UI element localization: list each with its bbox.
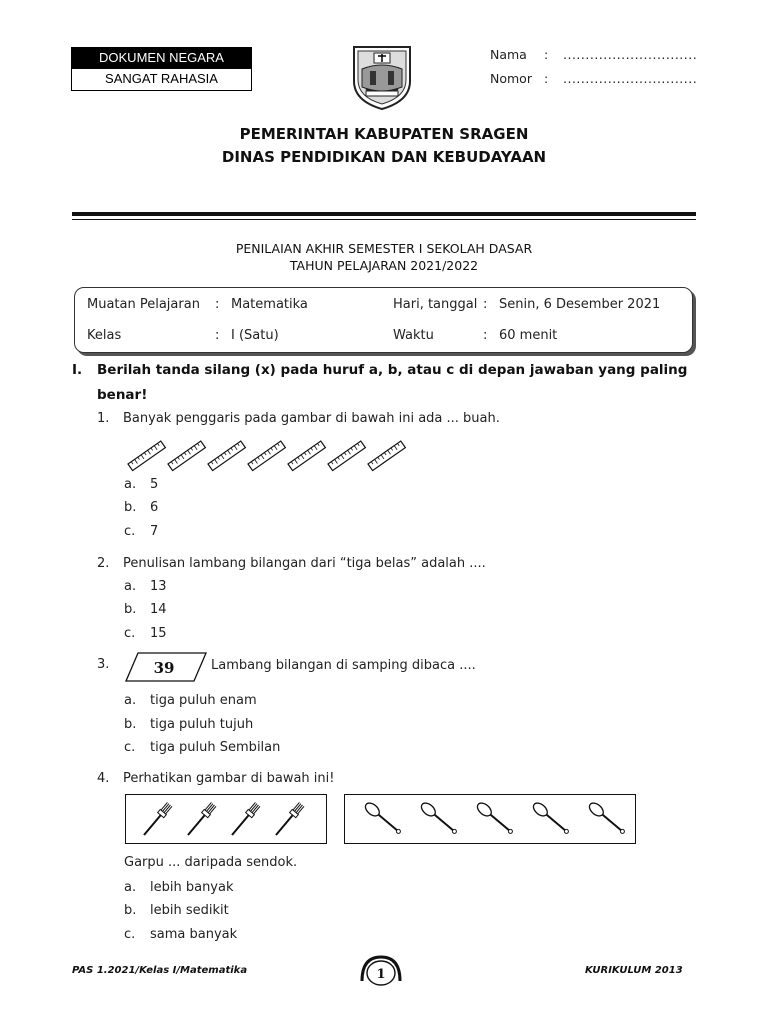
time-label: Waktu (393, 328, 434, 343)
spoon-picture-box (344, 794, 636, 844)
header-divider-thick (72, 212, 696, 216)
section-instruction-line1: Berilah tanda silang (x) pada huruf a, b, atau c di depan jawaban yang paling (97, 362, 688, 378)
number-line (490, 71, 710, 89)
fork-picture (126, 795, 326, 843)
subject-value: Matematika (231, 297, 308, 312)
footer-course-code: PAS 1.2021/Kelas I/Matematika (72, 965, 248, 976)
subject-colon: : (215, 297, 220, 312)
subject-label: Muatan Pelajaran (87, 297, 200, 312)
exam-title: PENILAIAN AKHIR SEMESTER I SEKOLAH DASAR (235, 241, 533, 256)
fork-icon (185, 802, 217, 838)
option-letter: a. (124, 693, 137, 708)
option-text: sama banyak (150, 927, 238, 942)
option-text: 5 (150, 477, 159, 492)
regency-emblem-icon (348, 43, 416, 111)
question-4-text: Perhatikan gambar di bawah ini! (123, 771, 335, 786)
number-card-value: 39 (153, 659, 175, 677)
option-text: lebih banyak (150, 880, 234, 895)
exam-year: TAHUN PELAJARAN 2021/2022 (289, 258, 479, 273)
page-number-badge (356, 951, 406, 991)
day-colon: : (483, 297, 488, 312)
ruler-icon (368, 441, 405, 470)
ruler-icon (208, 441, 245, 470)
stamp-dokumen-negara: DOKUMEN NEGARA (71, 47, 252, 69)
option-letter: b. (124, 602, 137, 617)
section-number: I. (72, 362, 83, 378)
question-2-text: Penulisan lambang bilangan dari “tiga belas” adalah .... (123, 556, 486, 571)
ruler-picture (124, 432, 414, 472)
option-letter: a. (124, 477, 137, 492)
option-letter: c. (124, 626, 136, 641)
class-value: I (Satu) (231, 328, 279, 343)
option-text: 13 (150, 579, 167, 594)
fork-icon (229, 802, 261, 838)
option-letter: b. (124, 903, 137, 918)
option-text: 15 (150, 626, 167, 641)
option-text: 14 (150, 602, 167, 617)
spoon-icon (587, 801, 627, 837)
day-value: Senin, 6 Desember 2021 (499, 297, 661, 312)
spoon-icon (363, 801, 403, 837)
option-text: 6 (150, 500, 159, 515)
name-colon: : (544, 47, 549, 62)
spoon-picture (345, 795, 635, 843)
option-letter: a. (124, 880, 137, 895)
question-3-text: Lambang bilangan di samping dibaca .... (211, 658, 476, 673)
question-2-number: 2. (97, 556, 110, 571)
class-colon: : (215, 328, 220, 343)
ruler-icon (248, 441, 285, 470)
option-text: tiga puluh enam (150, 693, 257, 708)
stamp-sangat-rahasia: SANGAT RAHASIA (71, 68, 252, 91)
option-letter: c. (124, 740, 136, 755)
option-letter: a. (124, 579, 137, 594)
footer-curriculum: KURIKULUM 2013 (585, 965, 683, 976)
day-label: Hari, tanggal (393, 297, 478, 312)
section-instruction-line2: benar! (97, 387, 148, 403)
ruler-icon (288, 441, 325, 470)
page-number: 1 (376, 967, 386, 982)
fork-picture-box (125, 794, 327, 844)
number-label: Nomor (490, 71, 532, 86)
option-letter: c. (124, 524, 136, 539)
spoon-icon (475, 801, 515, 837)
option-text: tiga puluh Sembilan (150, 740, 281, 755)
number-colon: : (544, 71, 549, 86)
ruler-icon (128, 441, 165, 470)
name-label: Nama (490, 47, 527, 62)
ruler-icon (168, 441, 205, 470)
class-label: Kelas (87, 328, 122, 343)
question-1-text: Banyak penggaris pada gambar di bawah ini ada ... buah. (123, 411, 500, 426)
header-department: DINAS PENDIDIKAN DAN KEBUDAYAAN (221, 148, 547, 166)
option-letter: c. (124, 927, 136, 942)
exam-info-box (74, 287, 693, 353)
name-line (490, 47, 710, 65)
fork-icon (141, 802, 173, 838)
spoon-icon (531, 801, 571, 837)
number-card (124, 652, 208, 682)
option-letter: b. (124, 500, 137, 515)
number-field[interactable]: .............................. (563, 71, 698, 86)
name-field[interactable]: .............................. (563, 47, 698, 62)
time-value: 60 menit (499, 328, 558, 343)
question-1-number: 1. (97, 411, 110, 426)
option-text: lebih sedikit (150, 903, 229, 918)
question-4-statement: Garpu ... daripada sendok. (124, 855, 298, 870)
ruler-icon (328, 441, 365, 470)
fork-icon (273, 802, 305, 838)
option-text: tiga puluh tujuh (150, 717, 254, 732)
header-government: PEMERINTAH KABUPATEN SRAGEN (239, 125, 529, 143)
question-3-number: 3. (97, 657, 110, 672)
question-4-number: 4. (97, 771, 110, 786)
header-divider-thin (72, 219, 696, 220)
option-text: 7 (150, 524, 159, 539)
time-colon: : (483, 328, 488, 343)
spoon-icon (419, 801, 459, 837)
option-letter: b. (124, 717, 137, 732)
